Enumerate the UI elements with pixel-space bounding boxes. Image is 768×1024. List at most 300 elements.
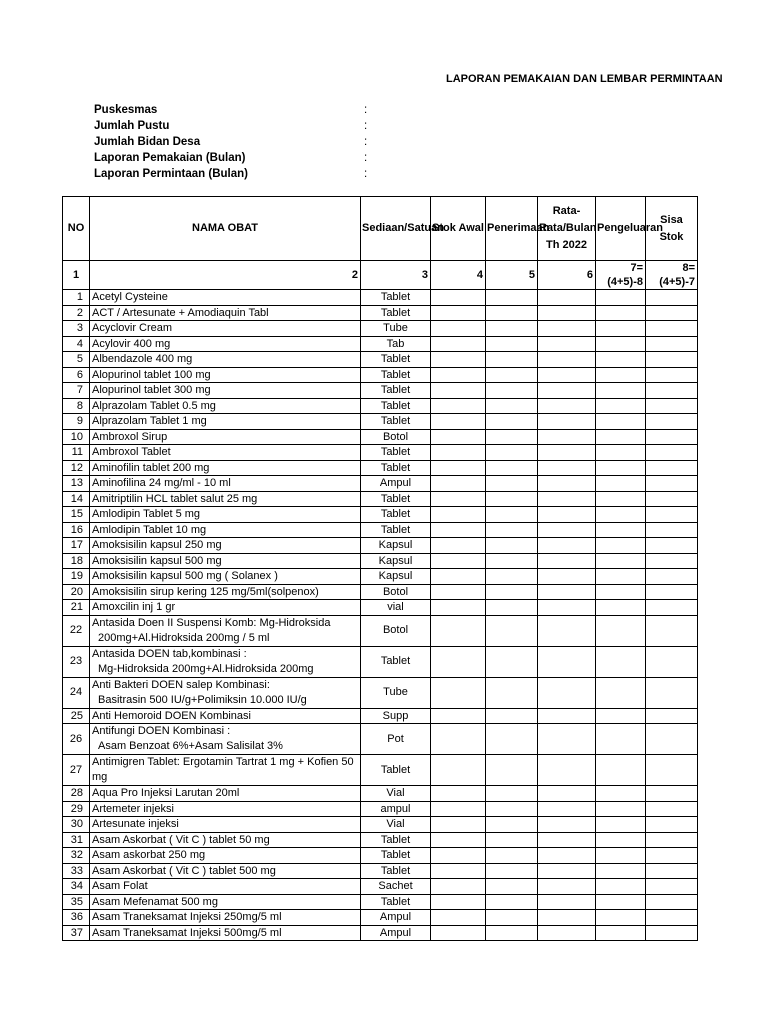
pengeluaran-cell[interactable] (596, 352, 646, 368)
rata-rata-cell[interactable] (538, 848, 596, 864)
medicine-name: Asam Askorbat ( Vit C ) tablet 500 mg (92, 864, 276, 877)
sisa-stok-cell[interactable] (646, 569, 698, 585)
stok-awal-cell[interactable] (431, 925, 486, 941)
row-number: 32 (63, 848, 90, 864)
pengeluaran-cell[interactable] (596, 755, 646, 786)
rata-rata-cell[interactable] (538, 367, 596, 383)
unit-cell: Tablet (361, 894, 431, 910)
row-number: 6 (63, 367, 90, 383)
pengeluaran-cell[interactable] (596, 600, 646, 616)
pengeluaran-cell[interactable] (596, 817, 646, 833)
sisa-stok-cell[interactable] (646, 460, 698, 476)
pengeluaran-cell[interactable] (596, 801, 646, 817)
penerimaan-cell[interactable] (486, 817, 538, 833)
pengeluaran-cell[interactable] (596, 367, 646, 383)
col-header-sediaan: Sediaan/Satuan (361, 197, 431, 261)
table-row (63, 677, 698, 708)
rata-rata-cell[interactable] (538, 491, 596, 507)
medicine-name-cell (90, 321, 361, 337)
pengeluaran-cell[interactable] (596, 584, 646, 600)
medicine-name: Ambroxol Tablet (92, 446, 171, 459)
penerimaan-cell[interactable] (486, 476, 538, 492)
rata-rata-cell[interactable] (538, 305, 596, 321)
penerimaan-cell[interactable] (486, 894, 538, 910)
row-number: 18 (63, 553, 90, 569)
sisa-stok-cell[interactable] (646, 352, 698, 368)
rata-rata-cell[interactable] (538, 352, 596, 368)
stok-awal-cell[interactable] (431, 491, 486, 507)
stok-awal-cell[interactable] (431, 910, 486, 926)
rata-rata-cell[interactable] (538, 445, 596, 461)
rata-rata-cell[interactable] (538, 677, 596, 708)
unit-cell: ampul (361, 801, 431, 817)
medicine-name-cell (90, 460, 361, 476)
penerimaan-cell[interactable] (486, 491, 538, 507)
rata-rata-cell[interactable] (538, 383, 596, 399)
rata-rata-cell[interactable] (538, 832, 596, 848)
penerimaan-cell[interactable] (486, 398, 538, 414)
stok-awal-cell[interactable] (431, 863, 486, 879)
pengeluaran-cell[interactable] (596, 832, 646, 848)
penerimaan-cell[interactable] (486, 522, 538, 538)
sisa-stok-cell[interactable] (646, 445, 698, 461)
stok-awal-cell[interactable] (431, 290, 486, 306)
sisa-stok-cell[interactable] (646, 879, 698, 895)
penerimaan-cell[interactable] (486, 786, 538, 802)
stok-awal-cell[interactable] (431, 538, 486, 554)
medicine-name-cell (90, 491, 361, 507)
sisa-stok-cell[interactable] (646, 584, 698, 600)
row-number: 28 (63, 786, 90, 802)
unit-cell: Tablet (361, 848, 431, 864)
row-number: 16 (63, 522, 90, 538)
table-row (63, 383, 698, 399)
field-colon: : (364, 136, 368, 148)
pengeluaran-cell[interactable] (596, 491, 646, 507)
rata-rata-cell[interactable] (538, 615, 596, 646)
rata-rata-cell[interactable] (538, 755, 596, 786)
sisa-stok-cell[interactable] (646, 290, 698, 306)
table-row (63, 321, 698, 337)
stok-awal-cell[interactable] (431, 755, 486, 786)
rata-rata-cell[interactable] (538, 801, 596, 817)
sisa-stok-cell[interactable] (646, 848, 698, 864)
penerimaan-cell[interactable] (486, 553, 538, 569)
stok-awal-cell[interactable] (431, 336, 486, 352)
pengeluaran-cell[interactable] (596, 414, 646, 430)
unit-cell: Ampul (361, 910, 431, 926)
stok-awal-cell[interactable] (431, 646, 486, 677)
sisa-stok-cell[interactable] (646, 755, 698, 786)
sisa-stok-cell[interactable] (646, 321, 698, 337)
penerimaan-cell[interactable] (486, 367, 538, 383)
stok-awal-cell[interactable] (431, 801, 486, 817)
penerimaan-cell[interactable] (486, 460, 538, 476)
table-row (63, 600, 698, 616)
pengeluaran-cell[interactable] (596, 615, 646, 646)
rata-rata-cell[interactable] (538, 600, 596, 616)
sisa-stok-cell[interactable] (646, 553, 698, 569)
medicine-name: Aminofilina 24 mg/ml - 10 ml (92, 477, 231, 490)
sisa-stok-cell[interactable] (646, 677, 698, 708)
col-header-pengeluaran: Pengeluaran (596, 197, 646, 261)
penerimaan-cell[interactable] (486, 724, 538, 755)
medicine-name-cell (90, 910, 361, 926)
penerimaan-cell[interactable] (486, 600, 538, 616)
unit-cell: Botol (361, 429, 431, 445)
table-row (63, 615, 698, 646)
table-row (63, 817, 698, 833)
table-row (63, 925, 698, 941)
table-row (63, 894, 698, 910)
rata-rata-cell[interactable] (538, 708, 596, 724)
rata-rata-cell[interactable] (538, 460, 596, 476)
rata-rata-cell[interactable] (538, 584, 596, 600)
row-number: 26 (63, 724, 90, 755)
pengeluaran-cell[interactable] (596, 429, 646, 445)
table-row (63, 538, 698, 554)
medicine-name-cell (90, 367, 361, 383)
penerimaan-cell[interactable] (486, 646, 538, 677)
medicine-name-cell (90, 445, 361, 461)
medicine-name: Amlodipin Tablet 10 mg (92, 523, 207, 536)
penerimaan-cell[interactable] (486, 832, 538, 848)
sisa-stok-cell[interactable] (646, 600, 698, 616)
stok-awal-cell[interactable] (431, 786, 486, 802)
rata-rata-cell[interactable] (538, 321, 596, 337)
medicine-name: Amoxcilin inj 1 gr (92, 601, 176, 614)
unit-cell: Ampul (361, 925, 431, 941)
pengeluaran-cell[interactable] (596, 336, 646, 352)
header-fields (94, 102, 394, 182)
stok-awal-cell[interactable] (431, 414, 486, 430)
pengeluaran-cell[interactable] (596, 522, 646, 538)
sisa-stok-cell[interactable] (646, 538, 698, 554)
rata-rata-cell[interactable] (538, 522, 596, 538)
rata-rata-cell[interactable] (538, 925, 596, 941)
pengeluaran-cell[interactable] (596, 879, 646, 895)
penerimaan-cell[interactable] (486, 755, 538, 786)
rata-rata-cell[interactable] (538, 910, 596, 926)
table-row (63, 708, 698, 724)
sisa-stok-cell[interactable] (646, 476, 698, 492)
field-laporan-pemakaian (94, 150, 394, 166)
table-row (63, 584, 698, 600)
sisa-stok-cell[interactable] (646, 398, 698, 414)
penerimaan-cell[interactable] (486, 414, 538, 430)
pengeluaran-cell[interactable] (596, 460, 646, 476)
medicine-name-cell (90, 786, 361, 802)
medicine-name-cell (90, 677, 361, 708)
stok-awal-cell[interactable] (431, 445, 486, 461)
pengeluaran-cell[interactable] (596, 863, 646, 879)
sisa-stok-cell[interactable] (646, 336, 698, 352)
table-row (63, 832, 698, 848)
pengeluaran-cell[interactable] (596, 646, 646, 677)
rata-rata-cell[interactable] (538, 538, 596, 554)
medicine-name-cell (90, 398, 361, 414)
sisa-stok-cell[interactable] (646, 863, 698, 879)
stok-awal-cell[interactable] (431, 476, 486, 492)
medicine-name-cell (90, 817, 361, 833)
sisa-stok-cell[interactable] (646, 646, 698, 677)
stok-awal-cell[interactable] (431, 352, 486, 368)
penerimaan-cell[interactable] (486, 336, 538, 352)
unit-cell: Tablet (361, 414, 431, 430)
pengeluaran-cell[interactable] (596, 708, 646, 724)
medicine-name-cell (90, 352, 361, 368)
sisa-stok-cell[interactable] (646, 801, 698, 817)
rata-rata-cell[interactable] (538, 398, 596, 414)
row-number: 11 (63, 445, 90, 461)
stok-awal-cell[interactable] (431, 600, 486, 616)
sisa-stok-cell[interactable] (646, 414, 698, 430)
medicine-name-cell (90, 894, 361, 910)
sisa-stok-cell[interactable] (646, 708, 698, 724)
pengeluaran-cell[interactable] (596, 848, 646, 864)
sisa-stok-cell[interactable] (646, 910, 698, 926)
penerimaan-cell[interactable] (486, 507, 538, 523)
sisa-stok-cell[interactable] (646, 305, 698, 321)
unit-cell: Tablet (361, 290, 431, 306)
medicine-name-cell (90, 600, 361, 616)
sisa-stok-cell[interactable] (646, 615, 698, 646)
col-header-rata-rata: Rata-Rata/Bulan Th 2022 (538, 197, 596, 261)
sisa-stok-cell[interactable] (646, 522, 698, 538)
penerimaan-cell[interactable] (486, 848, 538, 864)
medicine-name: Antimigren Tablet: Ergotamin Tartrat 1 mg + Kofien 50 (92, 756, 354, 768)
rata-rata-cell[interactable] (538, 879, 596, 895)
medicine-name-continued: Basitrasin 500 IU/g+Polimiksin 10.000 IU/g (98, 693, 307, 706)
pengeluaran-cell[interactable] (596, 894, 646, 910)
pengeluaran-cell[interactable] (596, 724, 646, 755)
sisa-stok-cell[interactable] (646, 367, 698, 383)
sisa-stok-cell[interactable] (646, 894, 698, 910)
sisa-stok-cell[interactable] (646, 724, 698, 755)
medicine-name: Asam Folat (92, 880, 148, 893)
penerimaan-cell[interactable] (486, 801, 538, 817)
col-header-nama-obat: NAMA OBAT (90, 197, 361, 261)
column-number: 3 (361, 261, 431, 290)
stok-awal-cell[interactable] (431, 507, 486, 523)
medicine-name-cell (90, 429, 361, 445)
pengeluaran-cell[interactable] (596, 476, 646, 492)
medicine-name: Alprazolam Tablet 1 mg (92, 415, 207, 428)
rata-rata-cell[interactable] (538, 786, 596, 802)
stok-awal-cell[interactable] (431, 383, 486, 399)
medicine-name-continued: Mg-Hidroksida 200mg+Al.Hidroksida 200mg (98, 662, 314, 675)
col-header-stok-awal: Stok Awal (431, 197, 486, 261)
rata-rata-cell[interactable] (538, 646, 596, 677)
penerimaan-cell[interactable] (486, 352, 538, 368)
medicine-name: Aminofilin tablet 200 mg (92, 461, 210, 474)
sisa-stok-cell[interactable] (646, 383, 698, 399)
medicine-name: Acetyl Cysteine (92, 291, 168, 304)
penerimaan-cell[interactable] (486, 445, 538, 461)
rata-rata-cell[interactable] (538, 817, 596, 833)
row-number: 21 (63, 600, 90, 616)
unit-cell: Kapsul (361, 538, 431, 554)
pengeluaran-cell[interactable] (596, 398, 646, 414)
pengeluaran-cell[interactable] (596, 538, 646, 554)
penerimaan-cell[interactable] (486, 538, 538, 554)
medicine-name: Anti Bakteri DOEN salep Kombinasi: (92, 678, 270, 691)
rata-rata-cell[interactable] (538, 863, 596, 879)
unit-cell: Tablet (361, 522, 431, 538)
penerimaan-cell[interactable] (486, 383, 538, 399)
rata-rata-cell[interactable] (538, 476, 596, 492)
row-number: 5 (63, 352, 90, 368)
rata-rata-cell[interactable] (538, 414, 596, 430)
medicine-name: Aqua Pro Injeksi Larutan 20ml (92, 787, 240, 800)
penerimaan-cell[interactable] (486, 321, 538, 337)
sisa-stok-cell[interactable] (646, 832, 698, 848)
field-laporan-permintaan (94, 166, 394, 182)
medicine-name-cell (90, 522, 361, 538)
sisa-stok-cell[interactable] (646, 491, 698, 507)
medicine-name-cell (90, 476, 361, 492)
stok-awal-cell[interactable] (431, 429, 486, 445)
rata-rata-cell[interactable] (538, 336, 596, 352)
penerimaan-cell[interactable] (486, 677, 538, 708)
penerimaan-cell[interactable] (486, 925, 538, 941)
unit-cell: Pot (361, 724, 431, 755)
stok-awal-cell[interactable] (431, 305, 486, 321)
pengeluaran-cell[interactable] (596, 925, 646, 941)
row-number: 22 (63, 615, 90, 646)
table-row (63, 460, 698, 476)
stok-awal-cell[interactable] (431, 724, 486, 755)
medicine-name: Amoksisilin kapsul 250 mg (92, 539, 222, 552)
penerimaan-cell[interactable] (486, 429, 538, 445)
penerimaan-cell[interactable] (486, 569, 538, 585)
pengeluaran-cell[interactable] (596, 445, 646, 461)
column-number: 4 (431, 261, 486, 290)
field-colon: : (364, 104, 368, 116)
field-puskesmas (94, 102, 394, 118)
column-number: 2 (90, 261, 361, 290)
pengeluaran-cell[interactable] (596, 290, 646, 306)
rata-rata-cell[interactable] (538, 507, 596, 523)
stok-awal-cell[interactable] (431, 321, 486, 337)
medicine-name-cell (90, 708, 361, 724)
medicine-table (62, 196, 698, 941)
sisa-stok-cell[interactable] (646, 925, 698, 941)
stok-awal-cell[interactable] (431, 848, 486, 864)
penerimaan-cell[interactable] (486, 708, 538, 724)
stok-awal-cell[interactable] (431, 367, 486, 383)
penerimaan-cell[interactable] (486, 910, 538, 926)
row-number: 25 (63, 708, 90, 724)
unit-cell: Ampul (361, 476, 431, 492)
pengeluaran-cell[interactable] (596, 910, 646, 926)
stok-awal-cell[interactable] (431, 460, 486, 476)
pengeluaran-cell[interactable] (596, 677, 646, 708)
table-row (63, 848, 698, 864)
stok-awal-cell[interactable] (431, 615, 486, 646)
medicine-name: Amoksisilin kapsul 500 mg (92, 554, 222, 567)
unit-cell: Tablet (361, 352, 431, 368)
table-row (63, 290, 698, 306)
medicine-name: Alopurinol tablet 300 mg (92, 384, 211, 397)
stok-awal-cell[interactable] (431, 553, 486, 569)
rata-rata-cell[interactable] (538, 569, 596, 585)
column-number: 1 (63, 261, 90, 290)
medicine-name: Antifungi DOEN Kombinasi : (92, 725, 231, 737)
row-number: 23 (63, 646, 90, 677)
medicine-name: Amoksisilin kapsul 500 mg ( Solanex ) (92, 570, 278, 583)
row-number: 14 (63, 491, 90, 507)
row-number: 29 (63, 801, 90, 817)
row-number: 2 (63, 305, 90, 321)
pengeluaran-cell[interactable] (596, 553, 646, 569)
stok-awal-cell[interactable] (431, 817, 486, 833)
row-number: 30 (63, 817, 90, 833)
rata-rata-cell[interactable] (538, 553, 596, 569)
pengeluaran-cell[interactable] (596, 786, 646, 802)
field-label: Laporan Permintaan (Bulan) (94, 168, 248, 180)
col-header-penerimaan: Penerimaan (486, 197, 538, 261)
rata-rata-cell[interactable] (538, 724, 596, 755)
row-number: 17 (63, 538, 90, 554)
medicine-name-cell (90, 336, 361, 352)
stok-awal-cell[interactable] (431, 879, 486, 895)
sisa-stok-cell[interactable] (646, 786, 698, 802)
pengeluaran-cell[interactable] (596, 305, 646, 321)
unit-cell: Tablet (361, 646, 431, 677)
penerimaan-cell[interactable] (486, 879, 538, 895)
table-row (63, 801, 698, 817)
penerimaan-cell[interactable] (486, 305, 538, 321)
stok-awal-cell[interactable] (431, 569, 486, 585)
penerimaan-cell[interactable] (486, 615, 538, 646)
field-label: Laporan Pemakaian (Bulan) (94, 152, 246, 164)
rata-rata-cell[interactable] (538, 290, 596, 306)
pengeluaran-cell[interactable] (596, 507, 646, 523)
column-number-row (63, 261, 698, 290)
penerimaan-cell[interactable] (486, 584, 538, 600)
sisa-stok-cell[interactable] (646, 817, 698, 833)
table-row (63, 336, 698, 352)
pengeluaran-cell[interactable] (596, 383, 646, 399)
stok-awal-cell[interactable] (431, 677, 486, 708)
sisa-stok-cell[interactable] (646, 429, 698, 445)
penerimaan-cell[interactable] (486, 290, 538, 306)
unit-cell: Tube (361, 677, 431, 708)
unit-cell: Tablet (361, 367, 431, 383)
row-number: 31 (63, 832, 90, 848)
stok-awal-cell[interactable] (431, 832, 486, 848)
medicine-name: Antasida DOEN tab,kombinasi : (92, 647, 247, 660)
penerimaan-cell[interactable] (486, 863, 538, 879)
table-row (63, 863, 698, 879)
pengeluaran-cell[interactable] (596, 321, 646, 337)
row-number: 8 (63, 398, 90, 414)
pengeluaran-cell[interactable] (596, 569, 646, 585)
sisa-stok-cell[interactable] (646, 507, 698, 523)
stok-awal-cell[interactable] (431, 522, 486, 538)
rata-rata-cell[interactable] (538, 429, 596, 445)
medicine-name: Artesunate injeksi (92, 818, 179, 831)
stok-awal-cell[interactable] (431, 584, 486, 600)
column-number: 6 (538, 261, 596, 290)
stok-awal-cell[interactable] (431, 708, 486, 724)
stok-awal-cell[interactable] (431, 398, 486, 414)
col-header-no: NO (63, 197, 90, 261)
rata-rata-cell[interactable] (538, 894, 596, 910)
stok-awal-cell[interactable] (431, 894, 486, 910)
medicine-name-cell (90, 879, 361, 895)
